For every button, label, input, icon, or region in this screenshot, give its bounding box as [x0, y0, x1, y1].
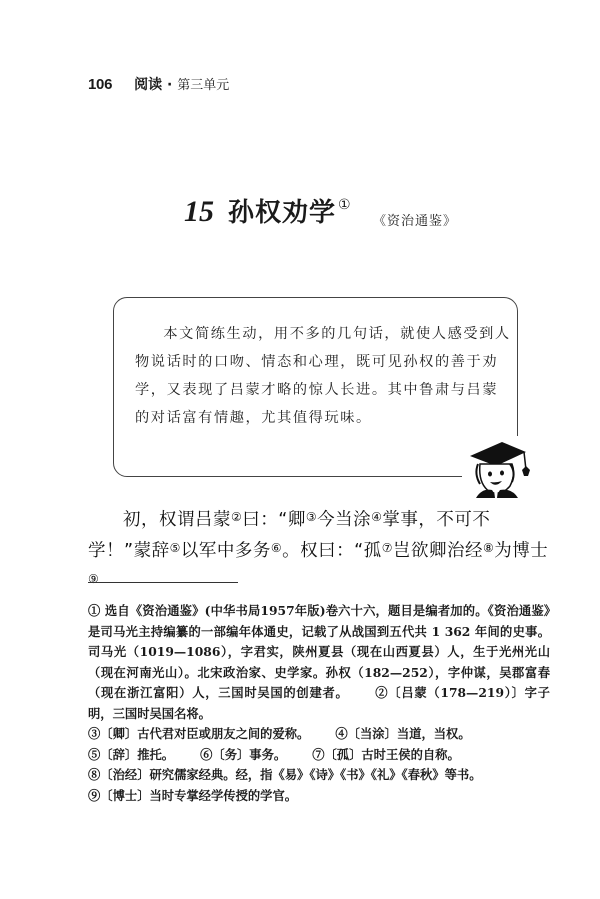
unit-label: 第三单元 — [177, 78, 230, 93]
footnote-ref: ⑥ — [270, 541, 283, 555]
lesson-heading — [184, 192, 351, 232]
footnote-ref: ① — [338, 197, 351, 213]
separator: · — [162, 77, 178, 93]
footnote-6: ⑥〔务〕事务。 — [200, 746, 287, 762]
footnote-7: ⑦〔孤〕古时王侯的自称。 — [312, 746, 460, 762]
footnote-4: ④〔当涂〕当道，当权。 — [335, 726, 471, 741]
footnotes — [88, 601, 550, 806]
footnote-ref: ④ — [371, 510, 383, 524]
footnote-divider — [88, 582, 238, 583]
graduate-cartoon-icon — [462, 436, 532, 498]
footnote-ref: ③ — [305, 510, 318, 524]
footnote-8: ⑧〔治经〕研究儒家经典。经，指《易》《诗》《书》《礼》《春秋》等书。 — [88, 767, 482, 782]
footnote-9: ⑨〔博士〕当时专掌经学传授的学官。 — [88, 787, 298, 803]
page-header — [88, 74, 229, 96]
running-title — [134, 74, 229, 94]
footnote-1: ① 选自《资治通鉴》(中华书局1957年版)卷六十六，题目是编者加的。《资治通鉴》是司马光主持编纂的一部编年体通史，记载了从战国到五代共 1 362 年间的史事。司马光（1019—1086），字君实，陕州夏县（现在山西夏县）人，生于光州光山（现在河南光山）。北宋政治家、史学家。孙权（182—252），字仲谋，吴郡富春（现在浙江富阳）人，三国时吴国的创建者。 ②〔吕蒙（178—219）〕字子明，三国时吴国名将。 — [88, 603, 550, 721]
footnote-3: ③〔卿〕古代君对臣或朋友之间的爱称。 — [88, 726, 310, 741]
footnote-2: ②〔吕蒙（178—219）〕字子明，三国时吴国名将。 — [88, 685, 550, 721]
lesson-number: 15 — [184, 195, 214, 228]
intro-text: 本文简练生动，用不多的几句话，就使人感受到人物说话时的口吻、情态和心理，既可见孙权的善于劝学，又表现了吕蒙才略的惊人长进。其中鲁肃与吕蒙的对话富有情趣，尤其值得玩味。 — [135, 326, 511, 426]
footnote-ref: ⑦ — [381, 541, 393, 555]
section-label: 阅读 — [134, 77, 163, 93]
footnote-row — [88, 745, 550, 766]
footnote-ref: ② — [231, 510, 243, 524]
page-number: 106 — [88, 76, 113, 93]
footnote-row — [88, 724, 550, 745]
footnote-ref: ⑤ — [169, 541, 181, 555]
footnote-5: ⑤〔辞〕推托。 — [88, 746, 175, 762]
lesson-title: 孙权劝学 — [228, 198, 337, 228]
body-paragraph: 初，权谓吕蒙②曰：“卿③今当涂④掌事，不可不学！”蒙辞⑤以军中多务⑥。权曰：“孤⑦岂欲卿治经⑧为博士⑨ — [88, 510, 549, 586]
footnote-ref: ⑧ — [482, 541, 495, 555]
footnote-ref: ⑨ — [88, 572, 100, 586]
lesson-source: 《资治通鉴》 — [373, 214, 458, 229]
